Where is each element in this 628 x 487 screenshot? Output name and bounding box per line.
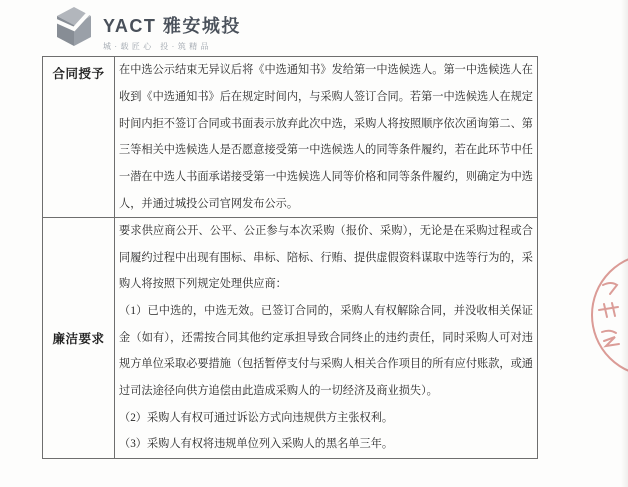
procurement-terms-table (42, 56, 538, 459)
brand-name: YACT 雅安城投 (103, 16, 241, 36)
company-logo (54, 5, 241, 52)
cube-logo-icon (54, 5, 94, 47)
brand-text-block (103, 12, 241, 52)
scan-edge-shadow (621, 0, 628, 487)
row-header-integrity-requirements: 廉洁要求 (43, 218, 115, 458)
red-seal-glyphs-icon (596, 278, 624, 358)
table-row-contract-award (43, 57, 537, 218)
row-content-integrity-requirements: 要求供应商公开、公平、公正参与本次采购（报价、采购），无论是在采购过程或合同履约过程中出现有围标、串标、陪标、行贿、提供虚假资料谋取中选等行为的，采购人将按照下列规定处理供应商： （1）已中选的，中选无效。已签订合同的，采购人有权解除合同，并没收相关保证金（如有），还需按合同其他约定承担导致合同终止的违约责任，同时采购人可对违规方单位采取必要措施（包括暂停支付与采购人相关合作项目的所有应付账款，或通过司法途径向供方追偿由此造成采购人的一切经济及商业损失）。 （2）采购人有权可通过诉讼方式向违规供方主张权利。 （3）采购人有权将违规单位列入采购人的黑名单三年。 (119, 225, 533, 451)
brand-tagline: 城·载匠心 投·筑精品 (103, 42, 212, 51)
table-row-integrity-requirements (43, 218, 537, 458)
row-header-contract-award: 合同授予 (43, 57, 115, 217)
row-content-contract-award: 在中选公示结束无异议后将《中选通知书》发给第一中选候选人。第一中选候选人在收到《中选通知书》后在规定时间内，与采购人签订合同。若第一中选候选人在规定时间内拒不签订合同或书面表示放弃此次中选，采购人将按照顺序依次函询第二、第三等相关中选候选人是否愿意接受第一中选候选人的同等条件履约，若在此环节中任一潜在中选人书面承诺接受第一中选候选人同等价格和同等条件履约，则确定为中选人，并通过城投公司官网发布公示。 (119, 64, 533, 211)
